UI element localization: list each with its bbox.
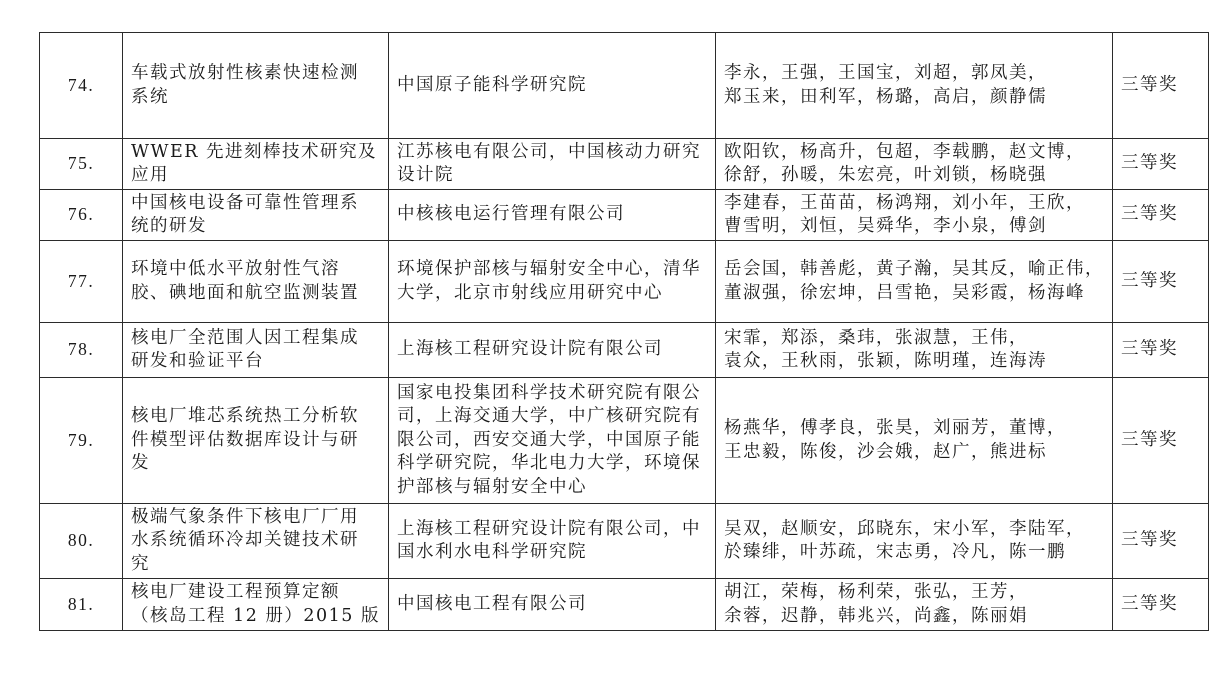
- project-name: [123, 139, 389, 190]
- contributors: [716, 323, 1113, 378]
- row-index: 75.: [40, 139, 123, 190]
- contributors-line: 郑玉来，田利军，杨璐，高启，颜静儒: [724, 86, 1047, 107]
- project-name-line: 中国核电设备可靠性管理系: [131, 192, 359, 213]
- row-index: 78.: [40, 323, 123, 378]
- project-name: [123, 579, 389, 631]
- organization-line: 中国核电工程有限公司: [397, 593, 587, 614]
- award-level: 三等奖: [1113, 241, 1209, 323]
- project-name: [123, 378, 389, 504]
- row-index: 77.: [40, 241, 123, 323]
- project-name-line: 核电厂堆芯系统热工分析软: [131, 406, 359, 427]
- award-level: 三等奖: [1113, 139, 1209, 190]
- contributors-line: 徐舒，孙暖，朱宏亮，叶刘锁，杨晓强: [724, 165, 1047, 185]
- table-row: [40, 579, 1209, 631]
- award-level: 三等奖: [1113, 323, 1209, 378]
- contributors-line: 吴双，赵顺安，邱晓东，宋小军，李陆军，: [724, 518, 1085, 539]
- contributors-line: 於臻绯，叶苏疏，宋志勇，冷凡，陈一鹏: [724, 542, 1066, 562]
- project-name-line: 件模型评估数据库设计与研: [131, 429, 359, 450]
- project-name-line: 研发和验证平台: [131, 351, 264, 371]
- contributors: [716, 190, 1113, 241]
- organization-line: 江苏核电有限公司，中国核动力研究: [397, 141, 701, 162]
- project-name-line: （核岛工程 12 册）2015 版: [131, 605, 380, 626]
- contributors: [716, 579, 1113, 631]
- organization: [389, 504, 716, 579]
- contributors: [716, 504, 1113, 579]
- contributors-line: 董淑强，徐宏坤，吕雪艳，吴彩霞，杨海峰: [724, 282, 1085, 303]
- organization-line: 护部核与辐射安全中心: [397, 476, 587, 497]
- award-level: 三等奖: [1113, 33, 1209, 139]
- row-index: 74.: [40, 33, 123, 139]
- organization-line: 大学，北京市射线应用研究中心: [397, 282, 663, 303]
- project-name: [123, 504, 389, 579]
- organization-line: 国家电投集团科学技术研究院有限公: [397, 382, 701, 403]
- project-name: [123, 241, 389, 323]
- organization-line: 国水利水电科学研究院: [397, 542, 587, 562]
- project-name-line: WWER 先进刻棒技术研究及: [131, 141, 377, 162]
- organization-line: 中国原子能科学研究院: [397, 74, 587, 95]
- project-name-line: 究: [131, 553, 150, 574]
- organization-line: 科学研究院，华北电力大学，环境保: [397, 453, 701, 474]
- row-index: 81.: [40, 579, 123, 631]
- organization: [389, 190, 716, 241]
- award-level: 三等奖: [1113, 378, 1209, 504]
- project-name-line: 极端气象条件下核电厂厂用: [131, 506, 359, 527]
- organization-line: 中核核电运行管理有限公司: [397, 204, 625, 225]
- organization-line: 限公司，西安交通大学，中国原子能: [397, 429, 701, 450]
- row-index: 76.: [40, 190, 123, 241]
- contributors-line: 余蓉，迟静，韩兆兴，尚鑫，陈丽娟: [724, 605, 1028, 626]
- contributors-line: 李永，王强，王国宝，刘超，郭凤美，: [724, 63, 1047, 83]
- contributors: [716, 33, 1113, 139]
- table-row: [40, 378, 1209, 504]
- project-name: [123, 190, 389, 241]
- contributors-line: 宋霏，郑添，桑玮，张淑慧，王伟，: [724, 327, 1028, 348]
- organization-line: 设计院: [397, 165, 454, 185]
- row-index: 80.: [40, 504, 123, 579]
- table-row: [40, 241, 1209, 323]
- table-row: [40, 139, 1209, 190]
- project-name: [123, 323, 389, 378]
- organization: [389, 33, 716, 139]
- project-name-line: 环境中低水平放射性气溶: [131, 259, 340, 279]
- row-index: 79.: [40, 378, 123, 504]
- table-row: [40, 504, 1209, 579]
- organization: [389, 378, 716, 504]
- contributors-line: 袁众，王秋雨，张颖，陈明瑾，连海涛: [724, 351, 1047, 371]
- project-name-line: 胶、碘地面和航空监测装置: [131, 282, 359, 303]
- project-name-line: 发: [131, 453, 150, 474]
- contributors-line: 岳会国，韩善彪，黄子瀚，吴其反，喻正伟，: [724, 259, 1104, 279]
- table-row: [40, 323, 1209, 378]
- project-name-line: 核电厂建设工程预算定额: [131, 582, 340, 602]
- organization-line: 环境保护部核与辐射安全中心，清华: [397, 259, 701, 279]
- project-name: [123, 33, 389, 139]
- award-level: 三等奖: [1113, 504, 1209, 579]
- project-name-line: 车载式放射性核素快速检测: [131, 63, 359, 83]
- organization-line: 上海核工程研究设计院有限公司，中: [397, 518, 701, 539]
- organization-line: 司，上海交通大学，中广核研究院有: [397, 406, 701, 427]
- project-name-line: 统的研发: [131, 216, 207, 236]
- organization: [389, 579, 716, 631]
- organization-line: 上海核工程研究设计院有限公司: [397, 339, 663, 360]
- organization: [389, 139, 716, 190]
- table-row: [40, 33, 1209, 139]
- contributors: [716, 378, 1113, 504]
- contributors: [716, 139, 1113, 190]
- awards-table: [39, 32, 1209, 631]
- contributors-line: 李建春，王苗苗，杨鸿翔，刘小年，王欣，: [724, 192, 1085, 213]
- project-name-line: 应用: [131, 165, 169, 185]
- project-name-line: 水系统循环冷却关键技术研: [131, 530, 359, 551]
- contributors-line: 杨燕华，傅孝良，张昊，刘丽芳，董博，: [724, 418, 1066, 438]
- award-level: 三等奖: [1113, 190, 1209, 241]
- organization: [389, 241, 716, 323]
- contributors-line: 王忠毅，陈俊，沙会娥，赵广，熊进标: [724, 441, 1047, 462]
- contributors-line: 曹雪明，刘恒，吴舜华，李小泉，傅剑: [724, 216, 1047, 236]
- table-row: [40, 190, 1209, 241]
- organization: [389, 323, 716, 378]
- contributors: [716, 241, 1113, 323]
- project-name-line: 核电厂全范围人因工程集成: [131, 327, 359, 348]
- contributors-line: 胡江，荣梅，杨利荣，张弘，王芳，: [724, 582, 1028, 602]
- award-level: 三等奖: [1113, 579, 1209, 631]
- project-name-line: 系统: [131, 86, 169, 107]
- contributors-line: 欧阳钦，杨高升，包超，李载鹏，赵文博，: [724, 141, 1085, 162]
- awards-table-body: [40, 33, 1209, 631]
